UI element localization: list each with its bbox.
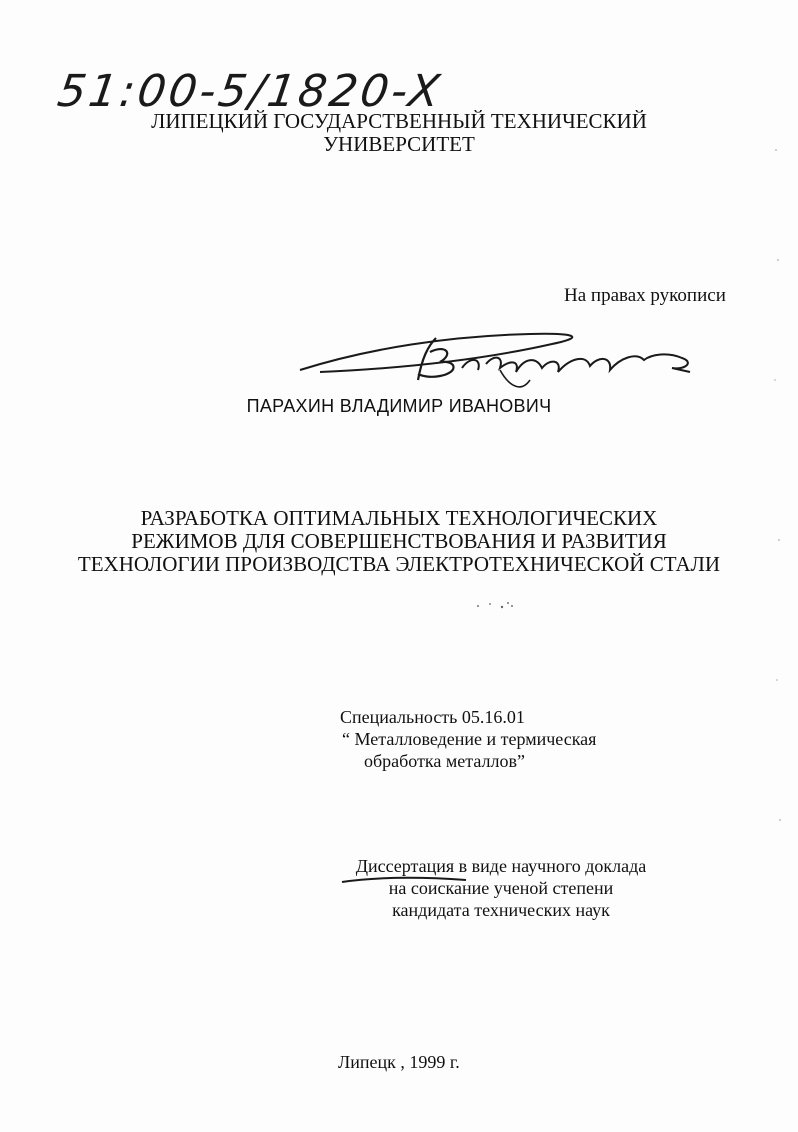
dissertation-type-line-2: на соискание ученой степени xyxy=(388,878,614,898)
specialty-name-line-2: обработка металлов” xyxy=(364,751,525,771)
dissertation-type-line-3: кандидата технических наук xyxy=(392,900,610,920)
archive-code-handwritten: 51:00-5/1820-X xyxy=(54,66,446,117)
manuscript-rights-note: На правах рукописи xyxy=(564,285,726,306)
place-and-year: Липецк , 1999 г. xyxy=(338,1052,460,1072)
institution-name xyxy=(0,110,798,156)
dissertation-type-block xyxy=(342,855,660,921)
title-line-1: РАЗРАБОТКА ОПТИМАЛЬНЫХ ТЕХНОЛОГИЧЕСКИХ xyxy=(140,506,658,530)
handwritten-underline xyxy=(340,874,470,888)
scan-speck xyxy=(468,598,528,612)
institution-line-1: ЛИПЕЦКИЙ ГОСУДАРСТВЕННЫЙ ТЕХНИЧЕСКИЙ xyxy=(151,109,647,133)
specialty-code: Специальность 05.16.01 xyxy=(340,707,525,727)
institution-line-2: УНИВЕРСИТЕТ xyxy=(323,132,475,156)
author-name: ПАРАХИН ВЛАДИМИР ИВАНОВИЧ xyxy=(246,396,552,416)
dissertation-title xyxy=(0,507,798,576)
specialty-name-line-1: “ Металловедение и термическая xyxy=(342,729,597,749)
title-line-3: ТЕХНОЛОГИИ ПРОИЗВОДСТВА ЭЛЕКТРОТЕХНИЧЕСКОЙ СТАЛИ xyxy=(77,552,721,576)
scan-edge-noise xyxy=(768,120,788,920)
signature-image xyxy=(290,318,710,408)
specialty-block xyxy=(340,706,596,772)
dissertation-type-line-1: Диссертация в виде научного доклада xyxy=(355,856,647,876)
title-line-2: РЕЖИМОВ ДЛЯ СОВЕРШЕНСТВОВАНИЯ И РАЗВИТИЯ xyxy=(131,529,667,553)
